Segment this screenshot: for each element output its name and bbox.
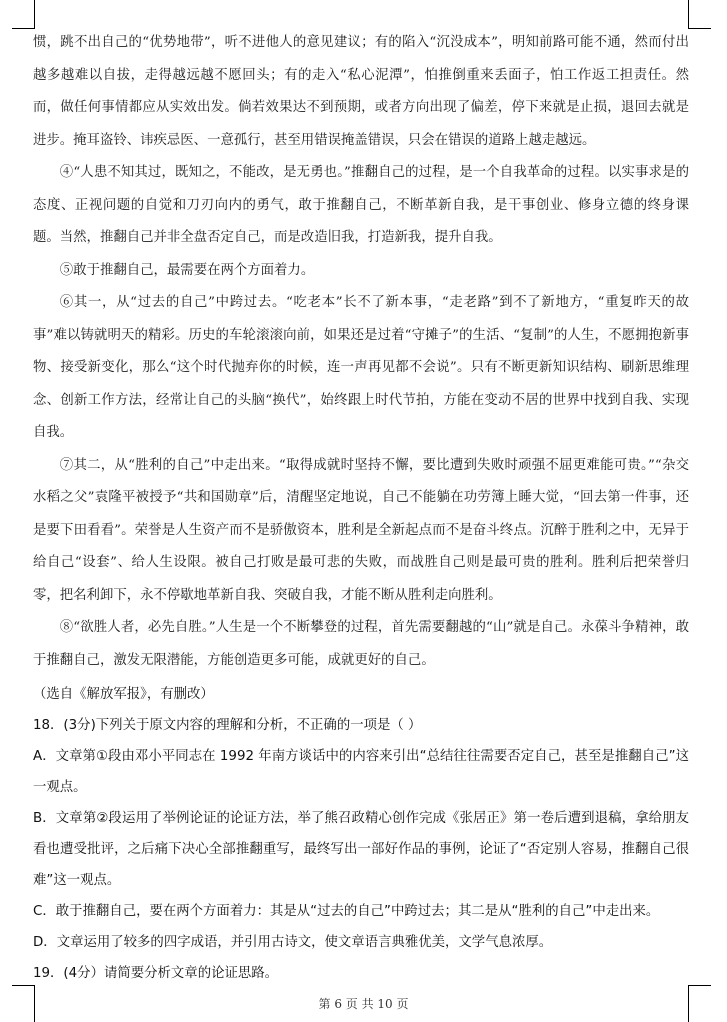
crop-mark-top-left — [12, 0, 35, 29]
question-18-option-b: B．文章第②段运用了举例论证的论证方法，举了熊召政精心创作完成《张居正》第一卷后遭到退稿，拿给朋友看也遭受批评，之后痛下决心全部推翻重写，最终写出一部好作品的事例，论证了“否定别人容易，推翻自己很难”这一观点。 — [33, 811, 689, 888]
question-18-option-d: D．文章运用了较多的四字成语，并引用古诗文，使文章语言典雅优美，文学气息浓厚。 — [33, 935, 553, 950]
question-18-option-c: C．敢于推翻自己，要在两个方面着力：其是从“过去的自己”中跨过去；其二是从“胜利的自己”中走出来。 — [33, 904, 660, 919]
page-content — [33, 27, 689, 989]
question-19-stem: 19．(4分）请简要分析文章的论证思路。 — [33, 966, 279, 981]
article-paragraph-4: ④“人患不知其过，既知之，不能改，是无勇也。”推翻自己的过程，是一个自我革命的过程。以实事求是的态度、正视问题的自觉和刀刃向内的勇气，敢于推翻自己，不断革新自我，是干事创业、修身立德的终身课题。当然，推翻自己并非全盘否定自己，而是改造旧我，打造新我，提升自我。 — [33, 165, 689, 245]
source-note: （选自《解放军报》，有删改） — [33, 687, 214, 702]
article-paragraph-8: ⑧“欲胜人者，必先自胜。”人生是一个不断攀登的过程，首先需要翻越的“山”就是自己。永葆斗争精神，敢于推翻自己，激发无限潜能，方能创造更多可能，成就更好的自己。 — [33, 620, 689, 668]
question-18-option-a: A．文章第①段由邓小平同志在 1992 年南方谈话中的内容来引出“总结往往需要否定自己，甚至是推翻自己”这一观点。 — [33, 749, 689, 795]
article-paragraph-continued: 惯，跳不出自己的“优势地带”，听不进他人的意见建议；有的陷入“沉没成本”，明知前路可能不通，然而付出越多越难以自拔，走得越远越不愿回头；有的走入“私心泥潭”，怕推倒重来丢面子，怕工作返工担责任。然而，做任何事情都应从实效出发。倘若效果达不到预期，或者方向出现了偏差，停下来就是止损，退回去就是进步。掩耳盗铃、讳疾忌医、一意孤行，甚至用错误掩盖错误，只会在错误的道路上越走越远。 — [33, 35, 689, 148]
article-paragraph-5: ⑤敢于推翻自己，最需要在两个方面着力。 — [59, 262, 315, 278]
crop-mark-top-right — [688, 0, 711, 29]
article-paragraph-7: ⑦其二，从“胜利的自己”中走出来。“取得成就时坚持不懈，要比遭到失败时顽强不屈更难能可贵。”“杂交水稻之父”袁隆平被授予“共和国勋章”后，清醒坚定地说，自己不能躺在功劳簿上睡大觉，“回去第一件事，还是要下田看看”。荣誉是人生资产而不是骄傲资本，胜利是全新起点而不是奋斗终点。沉醉于胜利之中，无异于给自己“设套”、给人生设限。被自己打败是最可悲的失败，而战胜自己则是最可贵的胜利。胜利后把荣誉归零，把名利卸下，永不停歇地革新自我、突破自我，才能不断从胜利走向胜利。 — [33, 457, 689, 603]
article-paragraph-6: ⑥其一，从“过去的自己”中跨过去。“吃老本”长不了新本事，“走老路”到不了新地方，“重复昨天的故事”难以铸就明天的精彩。历史的车轮滚滚向前，如果还是过着“守摊子”的生活、“复制”的人生，不愿拥抱新事物、接受新变化，那么“这个时代抛弃你的时候，连一声再见都不会说”。只有不断更新知识结构、刷新思维理念、创新工作方法，经常让自己的头脑“换代”，始终跟上时代节拍，方能在变动不居的世界中找到自我、实现自我。 — [33, 295, 689, 440]
question-18-stem: 18．(3分)下列关于原文内容的理解和分析，不正确的一项是（ ） — [33, 718, 422, 733]
page-number-footer: 第 6 页 共 10 页 — [318, 997, 409, 1011]
